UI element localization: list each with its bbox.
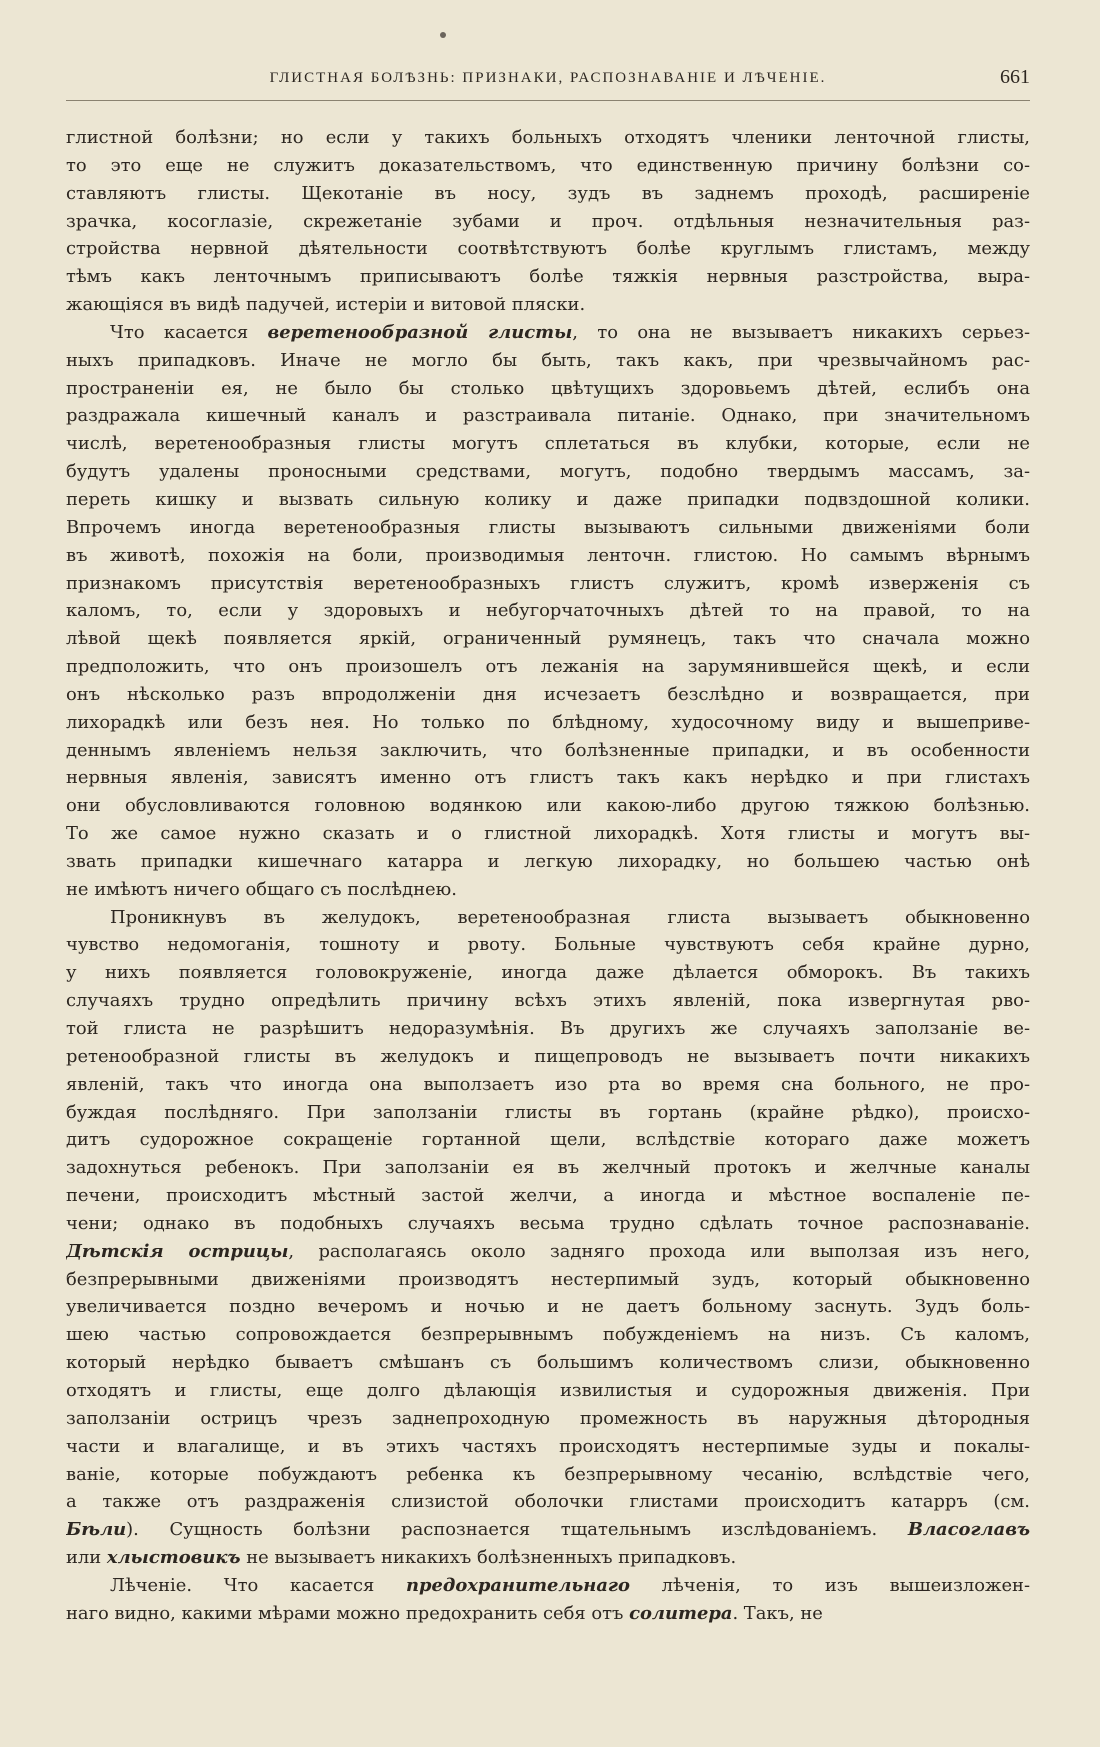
text-line: Лѣченіе. Что касается предохранительнаго лѣченія, то изъ вышеизложен- <box>110 1574 1030 1596</box>
text-line: увеличивается поздно вечеромъ и ночью и не даетъ больному заснуть. Зудъ боль- <box>66 1296 1030 1318</box>
running-title: ГЛИСТНАЯ БОЛѢЗНЬ: ПРИЗНАКИ, РАСПОЗНАВАНІЕ И ЛѢЧЕНІЕ. <box>269 70 827 86</box>
text-line: пространеніи ея, не было бы столько цвѣтущихъ здоровьемъ дѣтей, еслибъ она <box>66 377 1030 399</box>
text-line: чени; однако въ подобныхъ случаяхъ весьма трудно сдѣлать точное распознаваніе. <box>66 1212 1030 1234</box>
text-line: безпрерывными движеніями производятъ нестерпимый зудъ, который обыкновенно <box>66 1268 1030 1290</box>
text-line: не имѣютъ ничего общаго съ послѣднею. <box>66 878 457 900</box>
text-line: звать припадки кишечнаго катарра и легкую лихорадку, но большею частью онѣ <box>66 850 1030 872</box>
text-line: Впрочемъ иногда веретенообразныя глисты вызываютъ сильными движеніями боли <box>66 516 1030 538</box>
text-line: а также отъ раздраженія слизистой оболочки глистами происходитъ катарръ (см. <box>66 1491 1030 1513</box>
text-line: Бѣли). Сущность болѣзни распознается тщательнымъ изслѣдованіемъ. Власоглавъ <box>66 1519 1030 1541</box>
text-line: который нерѣдко бываетъ смѣшанъ съ большимъ количествомъ слизи, обыкновенно <box>66 1352 1030 1374</box>
text-line: лѣвой щекѣ появляется яркій, ограниченный румянецъ, такъ что сначала можно <box>66 628 1030 650</box>
page-number: 661 <box>1000 66 1030 88</box>
text-line: въ животѣ, похожія на боли, производимыя ленточн. глистою. Но самымъ вѣрнымъ <box>66 544 1030 566</box>
text-line: буждая послѣдняго. При заползаніи глисты въ гортань (крайне рѣдко), происхо- <box>66 1101 1030 1123</box>
text-line: той глиста не разрѣшитъ недоразумѣнія. Въ другихъ же случаяхъ заползаніе ве- <box>66 1018 1030 1039</box>
text-line: нервныя явленія, зависятъ именно отъ глистъ такъ какъ нерѣдко и при глистахъ <box>66 767 1030 789</box>
text-line: отходятъ и глисты, еще долго дѣлающія извилистыя и судорожныя движенія. При <box>66 1379 1030 1401</box>
text-line: они обусловливаются головною водянкою или какою-либо другою тяжкою болѣзнью. <box>66 795 1030 817</box>
text-line: лихорадкѣ или безъ нея. Но только по блѣдному, худосочному виду и вышеприве- <box>66 711 1030 733</box>
text-line: то это еще не служитъ доказательствомъ, что единственную причину болѣзни со- <box>66 154 1030 176</box>
text-line: дитъ судорожное сокращеніе гортанной щели, вслѣдствіе котораго даже можетъ <box>66 1129 1030 1151</box>
text-line: у нихъ появляется головокруженіе, иногда даже дѣлается обморокъ. Въ такихъ <box>66 962 1030 984</box>
text-line: ныхъ припадковъ. Иначе не могло бы быть, такъ какъ, при чрезвычайномъ рас- <box>66 349 1030 371</box>
text-line: переть кишку и вызвать сильную колику и даже припадки подвздошной колики. <box>66 488 1030 510</box>
text-line: Что касается веретенообразной глисты, то она не вызываетъ никакихъ серьез- <box>110 321 1030 343</box>
text-line: чувство недомоганія, тошноту и рвоту. Больные чувствуютъ себя крайне дурно, <box>66 934 1030 956</box>
text-line: Проникнувъ въ желудокъ, веретенообразная глиста вызываетъ обыкновенно <box>110 906 1030 928</box>
text-line: онъ нѣсколько разъ впродолженіи дня исчезаетъ безслѣдно и возвращается, при <box>66 683 1030 705</box>
text-line: печени, происходитъ мѣстный застой желчи, а иногда и мѣстное воспаленіе пе- <box>66 1185 1030 1207</box>
text-line: или хлыстовикъ не вызываетъ никакихъ болѣзненныхъ припадковъ. <box>66 1547 737 1569</box>
running-header <box>66 66 1030 101</box>
text-line: ретенообразной глисты въ желудокъ и пищепроводъ не вызываетъ почти никакихъ <box>66 1045 1030 1067</box>
text-line: части и влагалище, и въ этихъ частяхъ происходятъ нестерпимые зуды и покалы- <box>66 1435 1030 1457</box>
text-line: признакомъ присутствія веретенообразныхъ глистъ служитъ, кромѣ изверженія съ <box>66 572 1030 594</box>
text-line: явленій, такъ что иногда она выползаетъ изо рта во время сна больного, не про- <box>66 1073 1030 1095</box>
text-line: предположить, что онъ произошелъ отъ лежанія на зарумянившейся щекѣ, и если <box>66 656 1030 678</box>
ink-speck <box>440 32 446 38</box>
text-line: жающіяся въ видѣ падучей, истеріи и витовой пляски. <box>66 294 586 316</box>
text-line: тѣмъ какъ ленточнымъ приписываютъ болѣе тяжкія нервныя разстройства, выра- <box>66 266 1030 288</box>
text-line: случаяхъ трудно опредѣлить причину всѣхъ этихъ явленій, пока извергнутая рво- <box>66 990 1030 1012</box>
text-line: зрачка, косоглазіе, скрежетаніе зубами и проч. отдѣльныя незначительныя раз- <box>66 210 1030 232</box>
text-line: шею частью сопровождается безпрерывнымъ побужденіемъ на низъ. Съ каломъ, <box>66 1324 1030 1346</box>
text-line: глистной болѣзни; но если у такихъ больныхъ отходятъ членики ленточной глисты, <box>66 127 1030 148</box>
text-line: Дѣтскія острицы, располагаясь около задняго прохода или выползая изъ него, <box>66 1240 1030 1262</box>
text-line: будутъ удалены проносными средствами, могутъ, подобно твердымъ массамъ, за- <box>66 461 1030 483</box>
text-line: То же самое нужно сказать и о глистной лихорадкѣ. Хотя глисты и могутъ вы- <box>66 823 1030 845</box>
text-line: деннымъ явленіемъ нельзя заключить, что болѣзненные припадки, и въ особенности <box>66 739 1030 761</box>
text-line: раздражала кишечный каналъ и разстраивала питаніе. Однако, при значительномъ <box>66 405 1030 427</box>
text-line: числѣ, веретенообразныя глисты могутъ сплетаться въ клубки, которые, если не <box>66 433 1030 455</box>
text-line: задохнуться ребенокъ. При заползаніи ея въ желчный протокъ и желчные каналы <box>66 1157 1030 1179</box>
text-line: наго видно, какими мѣрами можно предохранить себя отъ солитера. Такъ, не <box>66 1602 823 1624</box>
text-line: каломъ, то, если у здоровыхъ и небугорчаточныхъ дѣтей то на правой, то на <box>66 600 1030 622</box>
text-line: ваніе, которые побуждаютъ ребенка къ безпрерывному чесанію, вслѣдствіе чего, <box>66 1463 1030 1485</box>
body-text <box>66 124 1030 1628</box>
text-line: стройства нервной дѣятельности соотвѣтствуютъ болѣе круглымъ глистамъ, между <box>66 238 1030 260</box>
text-line: ставляютъ глисты. Щекотаніе въ носу, зудъ въ заднемъ проходѣ, расширеніе <box>66 182 1030 204</box>
text-line: заползаніи острицъ чрезъ заднепроходную промежность въ наружныя дѣтородныя <box>66 1407 1030 1429</box>
